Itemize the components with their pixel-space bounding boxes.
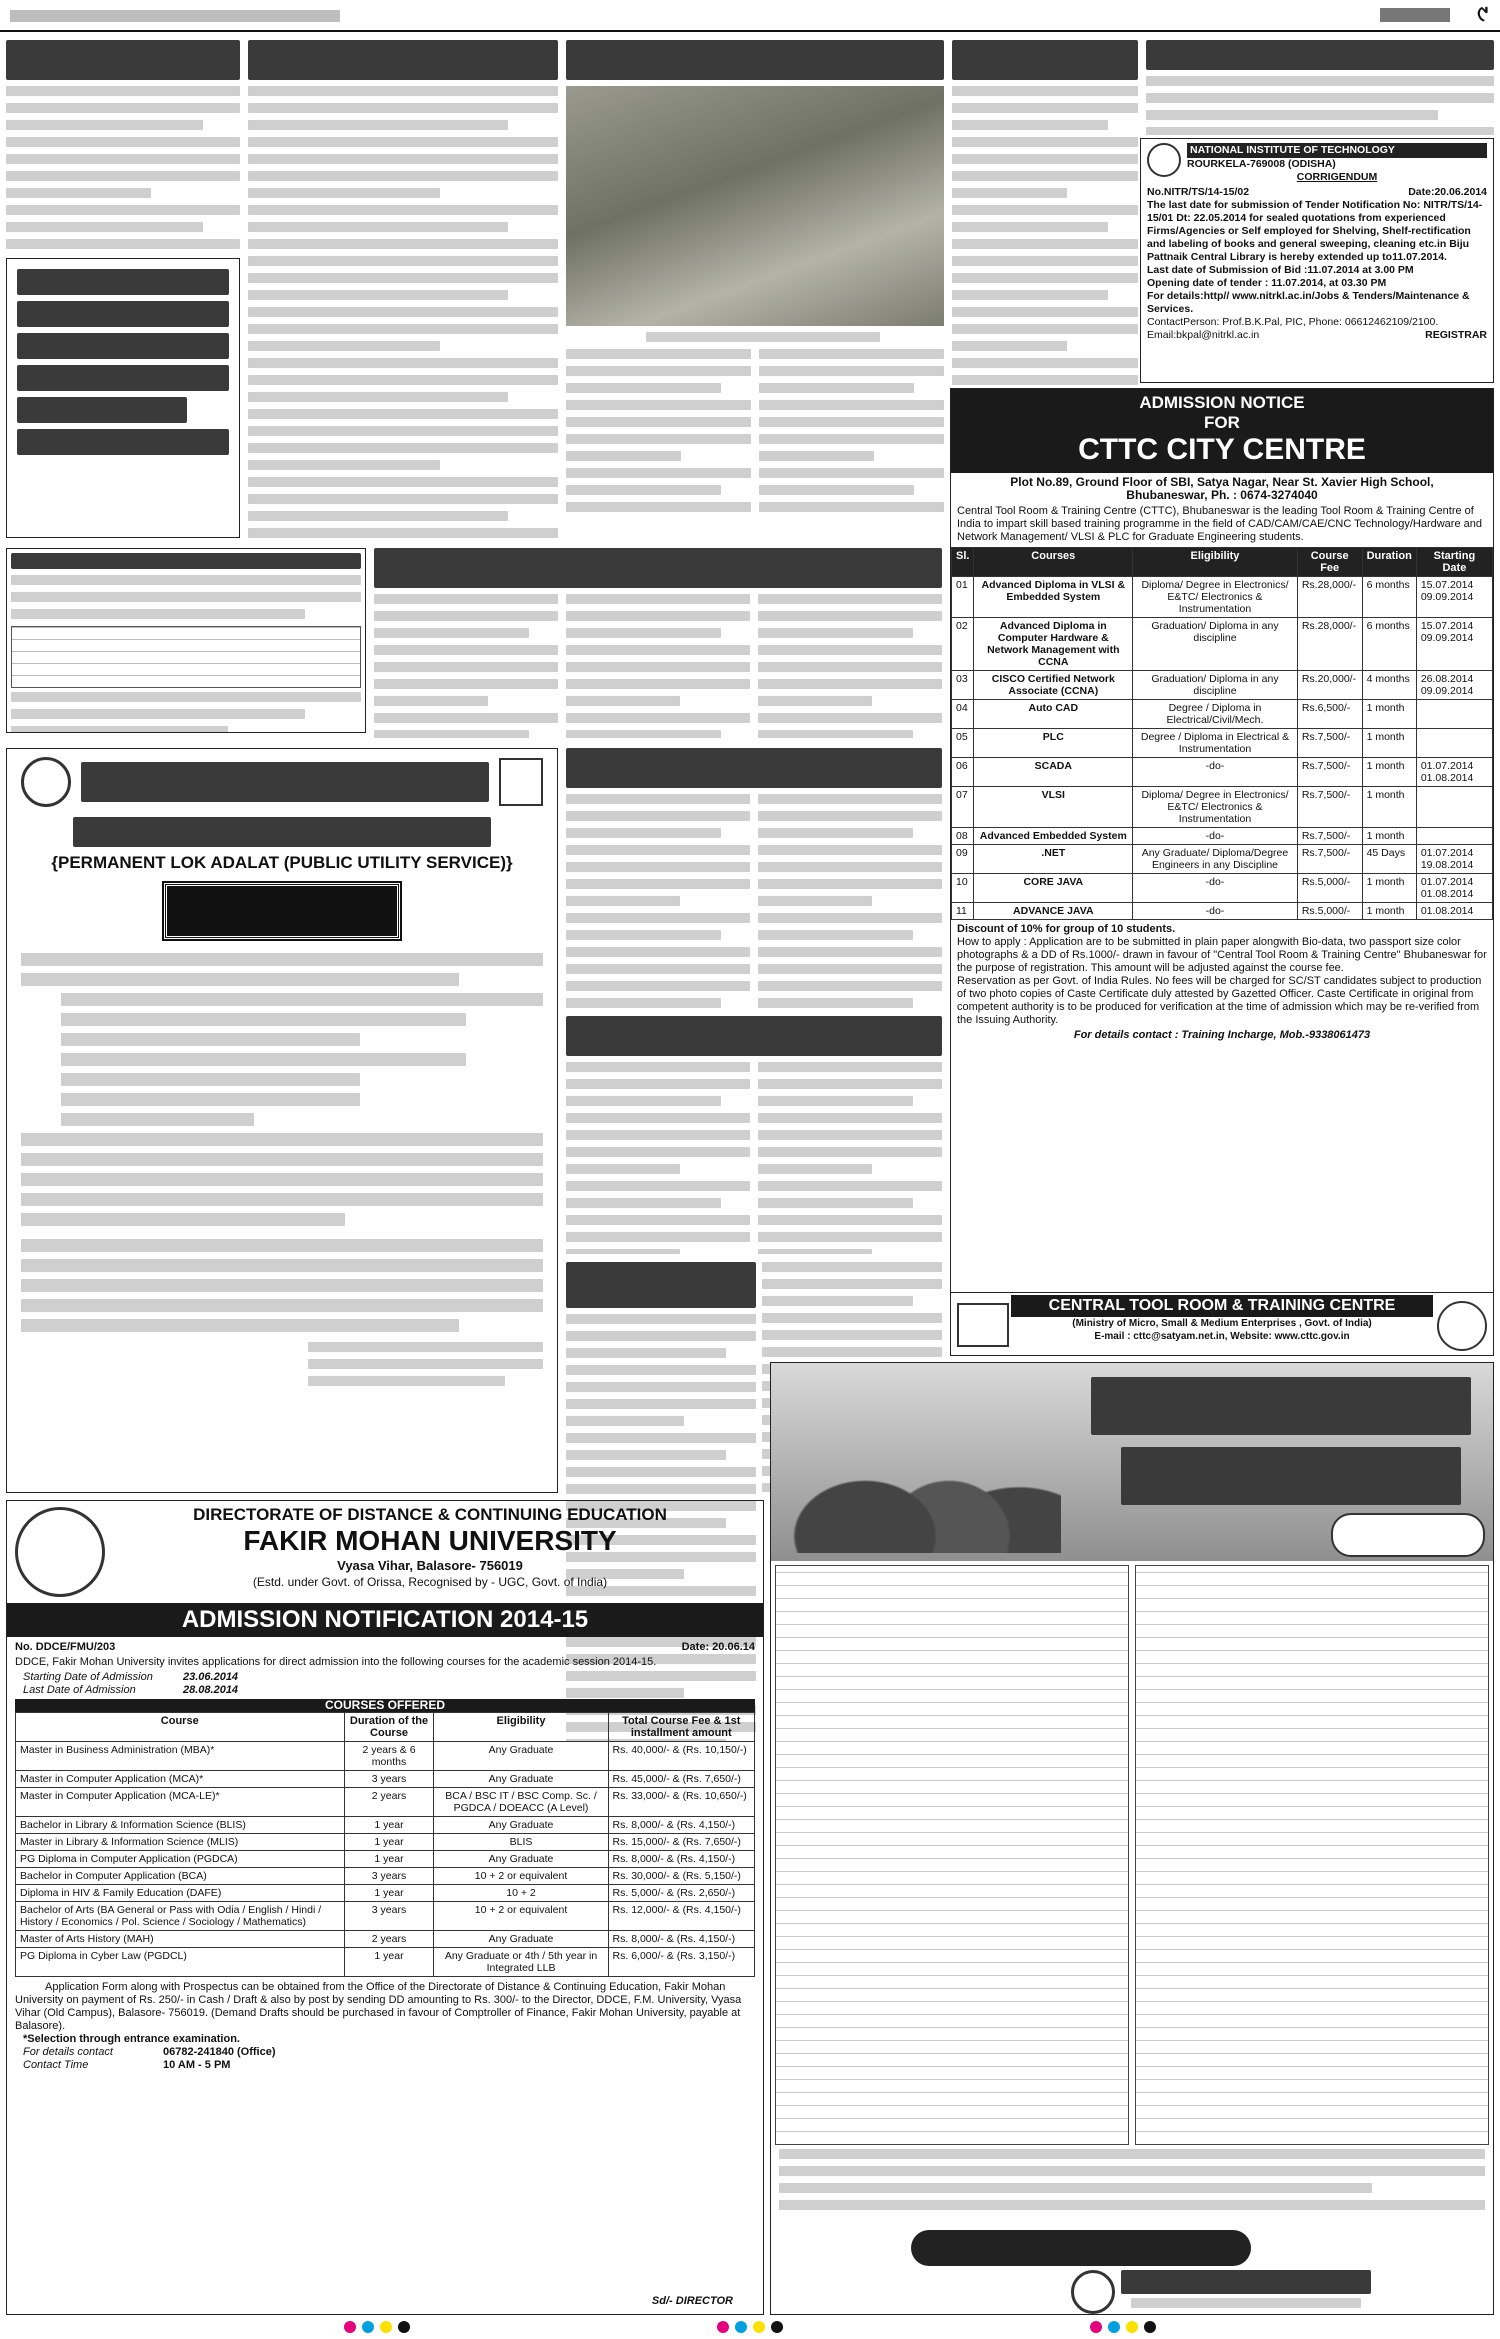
cttc-cell-start — [1416, 828, 1492, 845]
fmu-directorate: DIRECTORATE OF DISTANCE & CONTINUING EDUCATION — [193, 1505, 667, 1524]
nit-address: ROURKELA-769008 (ODISHA) — [1187, 158, 1336, 170]
fmu-table-row — [16, 1771, 755, 1788]
story-headline — [566, 748, 942, 788]
story-headline — [566, 1262, 756, 1308]
fmu-table-header: Eligibility — [434, 1713, 608, 1742]
cttc-footer — [951, 1292, 1493, 1355]
fmu-cell-fee: Rs. 15,000/- & (Rs. 7,650/-) — [608, 1834, 754, 1851]
cttc-cell-start: 15.07.2014 09.09.2014 — [1416, 618, 1492, 671]
story-disabled-girl — [566, 748, 942, 1010]
emblem-icon — [499, 758, 543, 806]
cttc-cell-sl: 01 — [952, 577, 974, 618]
fmu-cell-dur: 1 year — [344, 1834, 434, 1851]
cttc-howto: How to apply : Application are to be submitted in plain paper alongwith Bio-data, two passport size color photographs & a DD of Rs.1000/- drawn in favour of "Central Tool Room & Training Centre" Bhubaneswar for the purpose of registration. This amount will be adjusted against the course fee. — [957, 936, 1487, 974]
fmu-course-table — [15, 1712, 755, 1977]
fmu-cell-dur: 2 years — [344, 1931, 434, 1948]
fmu-cell-course: Master of Arts History (MAH) — [16, 1931, 345, 1948]
iso-logo — [1437, 1301, 1487, 1351]
cttc-table-row — [952, 577, 1493, 618]
fmu-cell-fee: Rs. 33,000/- & (Rs. 10,650/-) — [608, 1788, 754, 1817]
fmu-cell-course: Bachelor in Library & Information Science (BLIS) — [16, 1817, 345, 1834]
railway-logo — [1071, 2270, 1115, 2314]
cttc-table-header: Eligibility — [1133, 548, 1298, 577]
fmu-selection: *Selection through entrance examination. — [23, 2033, 240, 2045]
cttc-for: FOR — [1204, 413, 1240, 432]
fmu-cell-course: Master in Computer Application (MCA)* — [16, 1771, 345, 1788]
fmu-address: Vyasa Vihar, Balasore- 756019 — [337, 1558, 523, 1573]
cttc-table-header: Duration — [1362, 548, 1416, 577]
cttc-cell-course: CISCO Certified Network Associate (CCNA) — [974, 671, 1133, 700]
fmu-start-value: 23.06.2014 — [183, 1671, 239, 1683]
masthead-page-number: ୯ — [1477, 2, 1488, 27]
fmu-cell-course: PG Diploma in Computer Application (PGDCA) — [16, 1851, 345, 1868]
nit-last-date: Last date of Submission of Bid :11.07.2014 at 3.00 PM — [1147, 264, 1414, 276]
fmu-ref-no: No. DDCE/FMU/203 — [15, 1641, 116, 1653]
story-headline — [248, 40, 558, 80]
fmu-cell-elig: Any Graduate — [434, 1851, 608, 1868]
cttc-table-header: Sl. — [952, 548, 974, 577]
railway-tagline-box — [911, 2230, 1251, 2266]
cttc-cell-start: 01.08.2014 — [1416, 903, 1492, 920]
fmu-last-label: Last Date of Admission — [23, 1684, 136, 1696]
schedule-notes — [771, 2149, 1493, 2210]
cttc-ministry: (Ministry of Micro, Small & Medium Enterprises , Govt. of India) — [1072, 1318, 1372, 1329]
fmu-cell-elig: 10 + 2 or equivalent — [434, 1902, 608, 1931]
cttc-cell-course: CORE JAVA — [974, 874, 1133, 903]
fmu-last-value: 28.08.2014 — [183, 1684, 239, 1696]
cttc-cell-fee: Rs.7,500/- — [1297, 787, 1362, 828]
cttc-table-row — [952, 618, 1493, 671]
cttc-table-row — [952, 758, 1493, 787]
print-registration-marks — [0, 2320, 1500, 2339]
fmu-table-header: Course — [16, 1713, 345, 1742]
fmu-cell-fee: Rs. 6,000/- & (Rs. 3,150/-) — [608, 1948, 754, 1977]
fmu-table-row — [16, 1851, 755, 1868]
fmu-table-row — [16, 1788, 755, 1817]
cttc-cell-dur: 1 month — [1362, 903, 1416, 920]
cttc-cell-sl: 07 — [952, 787, 974, 828]
story-headline — [374, 548, 942, 588]
fmu-table-header: Total Course Fee & 1st installment amount — [608, 1713, 754, 1742]
fmu-cell-fee: Rs. 8,000/- & (Rs. 4,150/-) — [608, 1851, 754, 1868]
cttc-cell-elig: Any Graduate/ Diploma/Degree Engineers in any Discipline — [1133, 845, 1298, 874]
cttc-contact: For details contact : Training Incharge, Mob.-9338061473 — [1073, 1029, 1371, 1041]
cttc-cell-start — [1416, 700, 1492, 729]
east-coast-railway-badge — [1331, 1513, 1485, 1557]
cttc-cell-fee: Rs.7,500/- — [1297, 828, 1362, 845]
cttc-table-row — [952, 828, 1493, 845]
cttc-cell-fee: Rs.5,000/- — [1297, 874, 1362, 903]
fmu-contact-value: 06782-241840 (Office) — [163, 2046, 276, 2058]
cttc-cell-fee: Rs.7,500/- — [1297, 729, 1362, 758]
cttc-cell-fee: Rs.20,000/- — [1297, 671, 1362, 700]
fmu-cell-elig: BLIS — [434, 1834, 608, 1851]
fmu-banner: ADMISSION NOTIFICATION 2014-15 — [7, 1603, 763, 1637]
nit-corrigendum-ad — [1140, 138, 1494, 383]
nit-signatory: REGISTRAR — [1425, 329, 1487, 341]
cttc-intro: Central Tool Room & Training Centre (CTTC), Bhubaneswar is the leading Tool Room & Training Centre of India to impart skill based training programme in the field of CAD/CAM/CAE/CNC Technology/Hardware and Network Management/ VLSI & PLC for Graduate Engineering students. — [957, 505, 1482, 543]
fmu-table-row — [16, 1742, 755, 1771]
fmu-cell-course: Bachelor in Computer Application (BCA) — [16, 1868, 345, 1885]
cttc-cell-start — [1416, 729, 1492, 758]
cttc-reservation: Reservation as per Govt. of India Rules. No fees will be charged for SC/ST candidates subject to production of two photo copies of Caste Certificate duly attested by Gazetted Officer. Caste Certificate in original from competent authority is to be produced for verification at the time of admission which may be re-verified from the Issuing Authority. — [957, 975, 1482, 1026]
fmu-contact-label: For details contact — [23, 2046, 113, 2058]
cttc-table-header: Course Fee — [1297, 548, 1362, 577]
cttc-cell-fee: Rs.7,500/- — [1297, 845, 1362, 874]
fmu-cell-elig: Any Graduate — [434, 1771, 608, 1788]
cttc-cell-elig: Graduation/ Diploma in any discipline — [1133, 618, 1298, 671]
fmu-cell-fee: Rs. 8,000/- & (Rs. 4,150/-) — [608, 1817, 754, 1834]
cttc-table-row — [952, 729, 1493, 758]
cttc-cell-start: 01.07.2014 01.08.2014 — [1416, 874, 1492, 903]
cttc-cell-elig: Diploma/ Degree in Electronics/ E&TC/ Electronics & Instrumentation — [1133, 577, 1298, 618]
nit-contact: ContactPerson: Prof.B.K.Pal, PIC, Phone: 06612462109/2100. — [1147, 316, 1439, 328]
cttc-cell-fee: Rs.28,000/- — [1297, 577, 1362, 618]
nit-opening: Opening date of tender : 11.07.2014, at 03.30 PM — [1147, 277, 1387, 289]
story-top-left — [6, 40, 240, 250]
cttc-table-header: Courses — [974, 548, 1133, 577]
cttc-cell-start: 26.08.2014 09.09.2014 — [1416, 671, 1492, 700]
cttc-cell-dur: 45 Days — [1362, 845, 1416, 874]
railway-notice — [6, 548, 366, 733]
masthead-dateline — [10, 10, 340, 22]
cttc-cell-dur: 6 months — [1362, 577, 1416, 618]
cttc-cell-sl: 06 — [952, 758, 974, 787]
cttc-cell-fee: Rs.6,500/- — [1297, 700, 1362, 729]
fmu-cell-dur: 1 year — [344, 1885, 434, 1902]
cttc-table-row — [952, 903, 1493, 920]
nit-logo — [1147, 143, 1181, 177]
fmu-cell-fee: Rs. 8,000/- & (Rs. 4,150/-) — [608, 1931, 754, 1948]
fmu-start-label: Starting Date of Admission — [23, 1671, 153, 1683]
cttc-cell-elig: -do- — [1133, 874, 1298, 903]
fmu-cell-course: Diploma in HIV & Family Education (DAFE) — [16, 1885, 345, 1902]
rath-yatra-banner — [771, 1363, 1493, 1561]
cttc-cell-start — [1416, 787, 1492, 828]
cttc-cell-dur: 1 month — [1362, 700, 1416, 729]
cttc-notice: ADMISSION NOTICE — [1139, 393, 1305, 412]
fmu-table-row — [16, 1948, 755, 1977]
temple-chariot-image — [781, 1383, 1061, 1553]
cttc-address1: Plot No.89, Ground Floor of SBI, Satya Nagar, Near St. Xavier High School, — [1010, 475, 1434, 489]
cttc-cell-dur: 1 month — [1362, 758, 1416, 787]
nit-title: CORRIGENDUM — [1296, 171, 1378, 183]
fmu-cell-fee: Rs. 5,000/- & (Rs. 2,650/-) — [608, 1885, 754, 1902]
fmu-logo — [15, 1507, 105, 1597]
fmu-cell-fee: Rs. 40,000/- & (Rs. 10,150/-) — [608, 1742, 754, 1771]
fmu-cell-elig: BCA / BSC IT / BSC Comp. Sc. / PGDCA / DOEACC (A Level) — [434, 1788, 608, 1817]
cttc-discount: Discount of 10% for group of 10 students. — [957, 923, 1176, 935]
story-court — [1146, 40, 1494, 135]
cttc-centre: CTTC CITY CENTRE — [1078, 433, 1366, 466]
fmu-cell-elig: Any Graduate or 4th / 5th year in Integrated LLB — [434, 1948, 608, 1977]
story-bus-accident — [248, 40, 558, 538]
fmu-estd: (Estd. under Govt. of Orissa, Recognised by - UGC, Govt. of India) — [252, 1575, 608, 1589]
nit-name: NATIONAL INSTITUTE OF TECHNOLOGY — [1187, 143, 1487, 158]
fmu-cell-fee: Rs. 45,000/- & (Rs. 7,650/-) — [608, 1771, 754, 1788]
cttc-course-table — [951, 547, 1493, 920]
nit-email: Email:bkpal@nitrkl.ac.in — [1147, 329, 1260, 341]
cttc-cell-elig: Diploma/ Degree in Electronics/ E&TC/ Electronics & Instrumentation — [1133, 787, 1298, 828]
cttc-cell-course: Auto CAD — [974, 700, 1133, 729]
fmu-table-row — [16, 1902, 755, 1931]
cttc-cell-dur: 1 month — [1362, 874, 1416, 903]
fmu-cell-dur: 1 year — [344, 1851, 434, 1868]
nit-details: For details:http// www.nitrkl.ac.in/Jobs & Tenders/Maintenance & Services. — [1147, 290, 1470, 315]
cttc-cell-elig: -do- — [1133, 758, 1298, 787]
cttc-cell-sl: 05 — [952, 729, 974, 758]
fmu-cell-course: Master in Business Administration (MBA)* — [16, 1742, 345, 1771]
fmu-cell-fee: Rs. 12,000/- & (Rs. 4,150/-) — [608, 1902, 754, 1931]
fmu-table-row — [16, 1834, 755, 1851]
cttc-table-row — [952, 671, 1493, 700]
nit-date: Date:20.06.2014 — [1408, 186, 1487, 198]
cttc-cell-elig: Graduation/ Diploma in any discipline — [1133, 671, 1298, 700]
fmu-time-label: Contact Time — [23, 2059, 89, 2071]
fmu-table-row — [16, 1885, 755, 1902]
adalat-logo — [21, 757, 71, 807]
cttc-table-row — [952, 700, 1493, 729]
cttc-cell-course: ADVANCE JAVA — [974, 903, 1133, 920]
cttc-admission-ad — [950, 388, 1494, 1356]
cttc-cell-fee: Rs.7,500/- — [1297, 758, 1362, 787]
fmu-cell-elig: 10 + 2 — [434, 1885, 608, 1902]
fmu-intro: DDCE, Fakir Mohan University invites applications for direct admission into the following courses for the academic session 2014-15. — [15, 1656, 657, 1668]
fmu-cell-fee: Rs. 30,000/- & (Rs. 5,150/-) — [608, 1868, 754, 1885]
cttc-cell-sl: 11 — [952, 903, 974, 920]
cttc-cell-course: .NET — [974, 845, 1133, 874]
lok-adalat-english-title: {PERMANENT LOK ADALAT (PUBLIC UTILITY SERVICE)} — [51, 853, 513, 872]
cttc-cell-elig: -do- — [1133, 903, 1298, 920]
cttc-cell-sl: 04 — [952, 700, 974, 729]
cttc-cell-start: 01.07.2014 19.08.2014 — [1416, 845, 1492, 874]
fmu-cell-dur: 3 years — [344, 1902, 434, 1931]
cttc-table-row — [952, 874, 1493, 903]
cttc-cell-fee: Rs.5,000/- — [1297, 903, 1362, 920]
rath-yatra-trains-ad — [770, 1362, 1494, 2315]
fmu-cell-dur: 3 years — [344, 1771, 434, 1788]
cttc-email: E-mail : cttc@satyam.net.in, Website: www.cttc.gov.in — [1094, 1331, 1350, 1342]
fmu-offered: COURSES OFFERED — [15, 1699, 755, 1712]
fmu-table-row — [16, 1931, 755, 1948]
cttc-cell-sl: 02 — [952, 618, 974, 671]
story-headline — [6, 40, 240, 80]
cttc-cell-dur: 1 month — [1362, 787, 1416, 828]
fmu-cell-course: PG Diploma in Cyber Law (PGDCL) — [16, 1948, 345, 1977]
fmu-signatory: Sd/- DIRECTOR — [651, 2295, 733, 2307]
railway-footer — [771, 2224, 1493, 2314]
cttc-cell-course: VLSI — [974, 787, 1133, 828]
cttc-cell-dur: 4 months — [1362, 671, 1416, 700]
story-headline — [1146, 40, 1494, 70]
cttc-table-row — [952, 845, 1493, 874]
story-farmers-worried — [566, 1016, 942, 1254]
nit-ref-no: No.NITR/TS/14-15/02 — [1147, 186, 1250, 198]
fmu-name: FAKIR MOHAN UNIVERSITY — [243, 1525, 617, 1556]
road-photo — [566, 86, 944, 326]
cttc-cell-course: Advanced Diploma in VLSI & Embedded System — [974, 577, 1133, 618]
cttc-cell-start: 01.07.2014 01.08.2014 — [1416, 758, 1492, 787]
fmu-cell-elig: Any Graduate — [434, 1931, 608, 1948]
story-headline — [566, 40, 944, 80]
cttc-cell-sl: 08 — [952, 828, 974, 845]
fmu-table-header: Duration of the Course — [344, 1713, 434, 1742]
cttc-cell-sl: 09 — [952, 845, 974, 874]
cttc-cell-course: PLC — [974, 729, 1133, 758]
cttc-cell-dur: 1 month — [1362, 729, 1416, 758]
fmu-footer-text: Application Form along with Prospectus can be obtained from the Office of the Directorate of Distance & Continuing Education, Fakir Mohan University on payment of Rs. 250/- in Cash / Draft & also by post by sending DD amounting to Rs. 300/- to the Director, DDCE, F.M. University, Vyasa Vihar (Old Campus), Balasore- 756019. (Demand Drafts should be purchased in favour of Comptroller of Finance, Fakir Mohan University, payable at Balasore). — [15, 1981, 742, 2032]
fmu-table-row — [16, 1817, 755, 1834]
fmu-cell-course: Master in Library & Information Science (MLIS) — [16, 1834, 345, 1851]
fmu-cell-dur: 2 years — [344, 1788, 434, 1817]
cttc-address2: Bhubaneswar, Ph. : 0674-3274040 — [1126, 488, 1318, 502]
story-muddy-road — [566, 40, 944, 538]
fmu-admission-ad — [6, 1500, 764, 2315]
lok-adalat-ad — [6, 748, 558, 1493]
cttc-cell-fee: Rs.28,000/- — [1297, 618, 1362, 671]
cttc-table-row — [952, 787, 1493, 828]
fmu-cell-elig: 10 + 2 or equivalent — [434, 1868, 608, 1885]
cttc-cell-dur: 6 months — [1362, 618, 1416, 671]
cttc-cell-course: Advanced Diploma in Computer Hardware & Network Management with CCNA — [974, 618, 1133, 671]
cttc-cell-sl: 03 — [952, 671, 974, 700]
msme-logo — [957, 1303, 1009, 1347]
fmu-cell-dur: 3 years — [344, 1868, 434, 1885]
fmu-cell-course: Master in Computer Application (MCA-LE)* — [16, 1788, 345, 1817]
cttc-cell-elig: Degree / Diploma in Electrical & Instrumentation — [1133, 729, 1298, 758]
cttc-cell-dur: 1 month — [1362, 828, 1416, 845]
fmu-cell-dur: 2 years & 6 months — [344, 1742, 434, 1771]
cttc-cell-elig: Degree / Diploma in Electrical/Civil/Mech. — [1133, 700, 1298, 729]
cttc-table-header: Starting Date — [1416, 548, 1492, 577]
masthead — [0, 0, 1500, 32]
general-notice-banner — [164, 883, 400, 939]
cttc-cell-sl: 10 — [952, 874, 974, 903]
cttc-header — [951, 389, 1493, 473]
fmu-cell-dur: 1 year — [344, 1948, 434, 1977]
ad-krishi-odisha — [6, 258, 240, 538]
fmu-cell-elig: Any Graduate — [434, 1742, 608, 1771]
fmu-cell-dur: 1 year — [344, 1817, 434, 1834]
fmu-table-row — [16, 1868, 755, 1885]
fmu-time-value: 10 AM - 5 PM — [163, 2059, 231, 2071]
masthead-paper-name — [1380, 8, 1450, 22]
story-youth-arrested — [374, 548, 942, 738]
fmu-cell-elig: Any Graduate — [434, 1817, 608, 1834]
fmu-cell-course: Bachelor of Arts (BA General or Pass with Odia / English / Hindi / History / Economics / Pol. Science / Sociology / Mathematics) — [16, 1902, 345, 1931]
train-schedule-tables — [771, 1561, 1493, 2149]
cttc-cell-start: 15.07.2014 09.09.2014 — [1416, 577, 1492, 618]
ad-slogan-lines — [17, 269, 229, 455]
nit-body: The last date for submission of Tender Notification No: NITR/TS/14-15/01 Dt: 22.05.2014 for sealed quotations from experienced Firms/Agencies or Self employed for Shelving, Shelf-rectification and labeling of books and general sweeping, cleaning etc.in Biju Pattnaik Central Library is hereby extended up to11.07.2014. — [1147, 199, 1483, 263]
cttc-footer-name: CENTRAL TOOL ROOM & TRAINING CENTRE — [1011, 1295, 1433, 1317]
cttc-cell-course: Advanced Embedded System — [974, 828, 1133, 845]
fmu-date: Date: 20.06.14 — [681, 1641, 755, 1653]
cttc-cell-elig: -do- — [1133, 828, 1298, 845]
story-headline — [566, 1016, 942, 1056]
story-headline — [952, 40, 1138, 80]
cttc-cell-course: SCADA — [974, 758, 1133, 787]
